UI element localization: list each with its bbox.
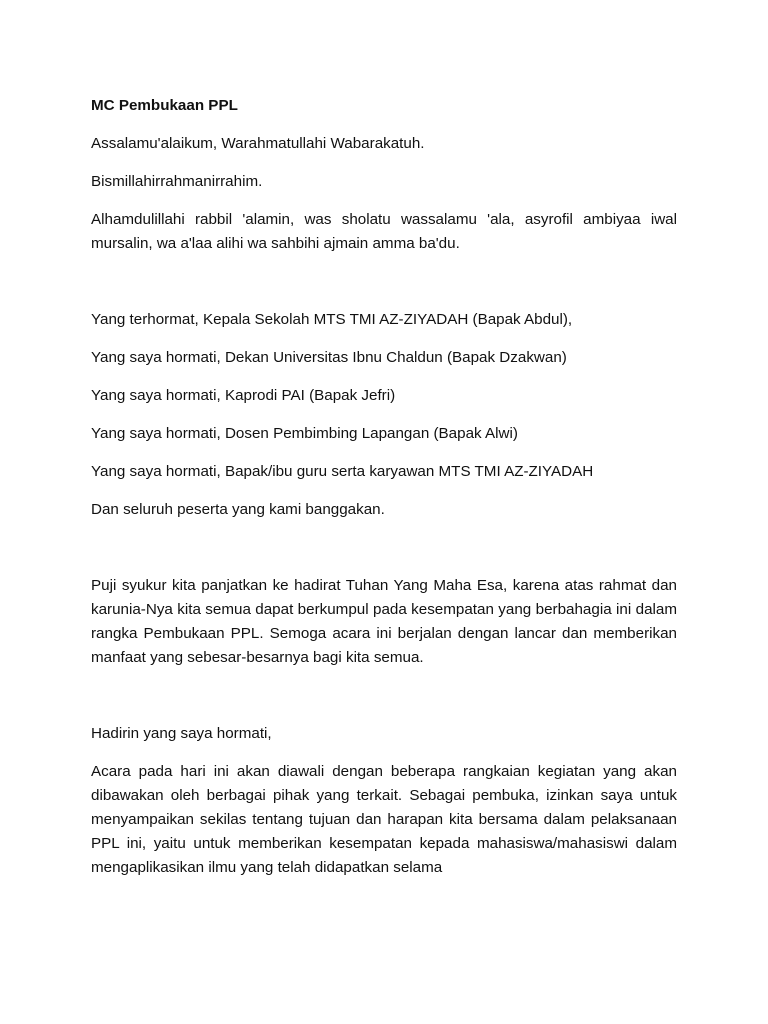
section-spacer (91, 270, 677, 308)
gratitude-paragraph: Puji syukur kita panjatkan ke hadirat Tuhan Yang Maha Esa, karena atas rahmat dan karunia-Nya kita semua dapat berkumpul pada kesempatan yang berbahagia ini dalam rangka Pembukaan PPL. Semoga acara ini berjalan dengan lancar dan memberikan manfaat yang sebesar-besarnya bagi kita semua. (91, 577, 677, 666)
section-spacer (91, 536, 677, 574)
agenda-intro-paragraph: Acara pada hari ini akan diawali dengan beberapa rangkaian kegiatan yang akan dibawakan oleh berbagai pihak yang terkait. Sebagai pembuka, izinkan saya untuk menyampaikan sekilas tentang tujuan dan harapan kita bersama dalam pelaksanaan PPL ini, yaitu untuk memberikan kesempatan kepada mahasiswa/mahasiswi dalam mengaplikasikan ilmu yang telah didapatkan selama (91, 763, 677, 876)
greeting-paragraph: Assalamu'alaikum, Warahmatullahi Wabarakatuh. (91, 135, 425, 152)
section-spacer (91, 684, 677, 722)
respect-line-head-of-program: Yang saya hormati, Kaprodi PAI (Bapak Jefri) (91, 387, 396, 404)
document-title: MC Pembukaan PPL (91, 97, 238, 114)
respect-line-teachers-staff: Yang saya hormati, Bapak/ibu guru serta karyawan MTS TMI AZ-ZIYADAH (91, 463, 594, 480)
opening-prayer-paragraph: Alhamdulillahi rabbil 'alamin, was sholatu wassalamu 'ala, asyrofil ambiyaa iwal mursalin, wa a'laa alihi wa sahbihi ajmain amma ba'du. (91, 211, 677, 252)
audience-address-paragraph: Hadirin yang saya hormati, (91, 725, 272, 742)
respect-line-participants: Dan seluruh peserta yang kami banggakan. (91, 501, 385, 518)
respect-line-dean: Yang saya hormati, Dekan Universitas Ibnu Chaldun (Bapak Dzakwan) (91, 349, 567, 366)
respect-line-headmaster: Yang terhormat, Kepala Sekolah MTS TMI AZ-ZIYADAH (Bapak Abdul), (91, 311, 573, 328)
respect-line-supervisor: Yang saya hormati, Dosen Pembimbing Lapangan (Bapak Alwi) (91, 425, 518, 442)
bismillah-paragraph: Bismillahirrahmanirrahim. (91, 173, 263, 190)
document-body (91, 94, 677, 894)
